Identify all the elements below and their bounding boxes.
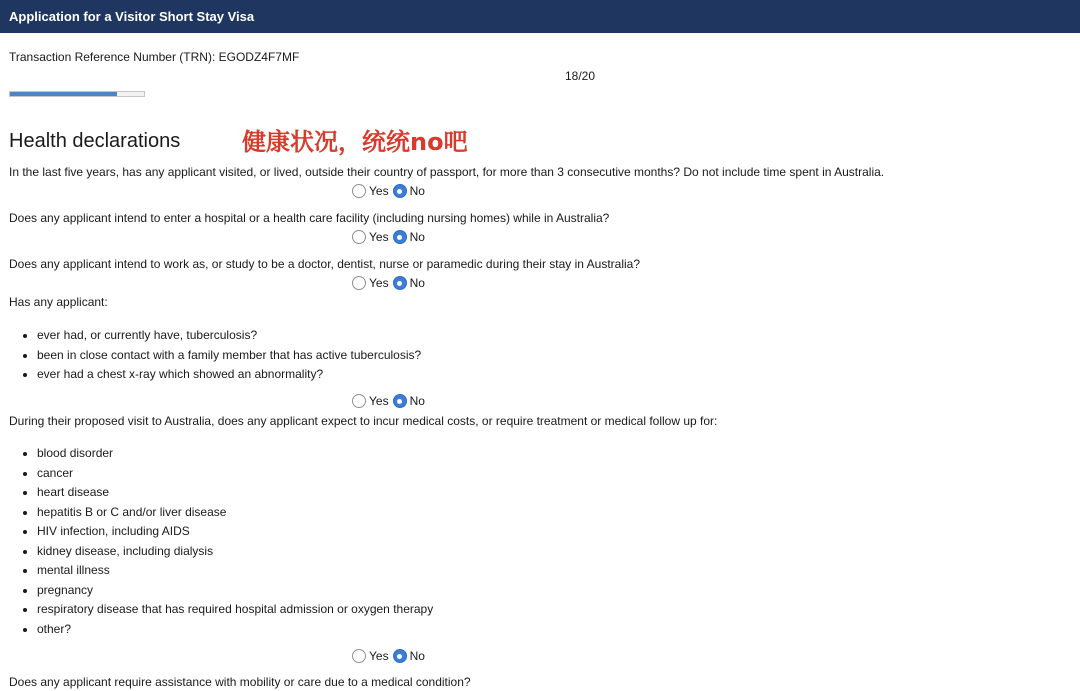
- radio-label: Yes: [369, 649, 389, 663]
- radio-group: [352, 649, 429, 663]
- list-item: • mental illness: [37, 561, 433, 581]
- radio-label: No: [409, 276, 425, 290]
- radio-option-no[interactable]: [393, 184, 425, 198]
- radio-option-no[interactable]: [393, 276, 425, 290]
- radio-group: [352, 230, 429, 244]
- question-text: Does any applicant intend to work as, or study to be a doctor, dentist, nurse or paramedic during their stay in Australia?: [9, 257, 641, 271]
- progress-bar: [9, 91, 145, 97]
- list-item: • pregnancy: [37, 581, 433, 601]
- radio-button-selected[interactable]: [393, 230, 407, 244]
- radio-option-yes[interactable]: [352, 394, 389, 408]
- list-item: • cancer: [37, 464, 433, 484]
- radio-button[interactable]: [352, 184, 366, 198]
- radio-label: Yes: [369, 230, 389, 244]
- radio-button-selected[interactable]: [393, 394, 407, 408]
- radio-button[interactable]: [352, 276, 366, 290]
- radio-option-no[interactable]: [393, 230, 425, 244]
- window-title: Application for a Visitor Short Stay Visa: [9, 9, 255, 24]
- radio-option-yes[interactable]: [352, 184, 389, 198]
- window-title-bar: [0, 0, 1080, 33]
- radio-label: Yes: [369, 184, 389, 198]
- radio-option-yes[interactable]: [352, 649, 389, 663]
- list-item: • heart disease: [37, 483, 433, 503]
- radio-button-selected[interactable]: [393, 649, 407, 663]
- radio-group: [352, 276, 429, 290]
- radio-label: Yes: [369, 394, 389, 408]
- question-text: In the last five years, has any applicant visited, or lived, outside their country of passport, for more than 3 consecutive months? Do not include time spent in Australia.: [9, 165, 885, 179]
- radio-button[interactable]: [352, 649, 366, 663]
- list-item: • hepatitis B or C and/or liver disease: [37, 503, 433, 523]
- question-text: Has any applicant:: [9, 295, 108, 309]
- radio-group: [352, 394, 429, 408]
- radio-label: No: [409, 394, 425, 408]
- radio-label: Yes: [369, 276, 389, 290]
- list-item: • respiratory disease that has required hospital admission or oxygen therapy: [37, 600, 433, 620]
- handwritten-annotation: 健康状况，统统no吧: [242, 128, 468, 156]
- radio-button[interactable]: [352, 230, 366, 244]
- question-text: Does any applicant intend to enter a hospital or a health care facility (including nursing homes) while in Australia?: [9, 211, 610, 225]
- radio-button[interactable]: [352, 394, 366, 408]
- radio-option-yes[interactable]: [352, 276, 389, 290]
- list-item: • kidney disease, including dialysis: [37, 542, 433, 562]
- radio-option-no[interactable]: [393, 394, 425, 408]
- radio-button-selected[interactable]: [393, 184, 407, 198]
- radio-option-no[interactable]: [393, 649, 425, 663]
- question-text: Does any applicant require assistance with mobility or care due to a medical condition?: [9, 675, 471, 689]
- bullet-list: [9, 444, 433, 639]
- radio-option-yes[interactable]: [352, 230, 389, 244]
- step-counter: 18/20: [565, 69, 596, 83]
- radio-label: No: [409, 184, 425, 198]
- radio-button-selected[interactable]: [393, 276, 407, 290]
- radio-group: [352, 184, 429, 198]
- radio-label: No: [409, 230, 425, 244]
- bullet-list: [9, 326, 421, 385]
- list-item: • been in close contact with a family member that has active tuberculosis?: [37, 346, 421, 366]
- radio-label: No: [409, 649, 425, 663]
- list-item: • other?: [37, 620, 433, 640]
- list-item: • HIV infection, including AIDS: [37, 522, 433, 542]
- page-title: Health declarations: [9, 130, 181, 152]
- progress-fill: [10, 92, 117, 96]
- list-item: • ever had, or currently have, tuberculosis?: [37, 326, 421, 346]
- list-item: • blood disorder: [37, 444, 433, 464]
- trn-label: Transaction Reference Number (TRN): EGODZ4F7MF: [9, 50, 300, 64]
- question-text: During their proposed visit to Australia, does any applicant expect to incur medical costs, or require treatment or medical follow up for:: [9, 414, 718, 428]
- list-item: • ever had a chest x-ray which showed an abnormality?: [37, 365, 421, 385]
